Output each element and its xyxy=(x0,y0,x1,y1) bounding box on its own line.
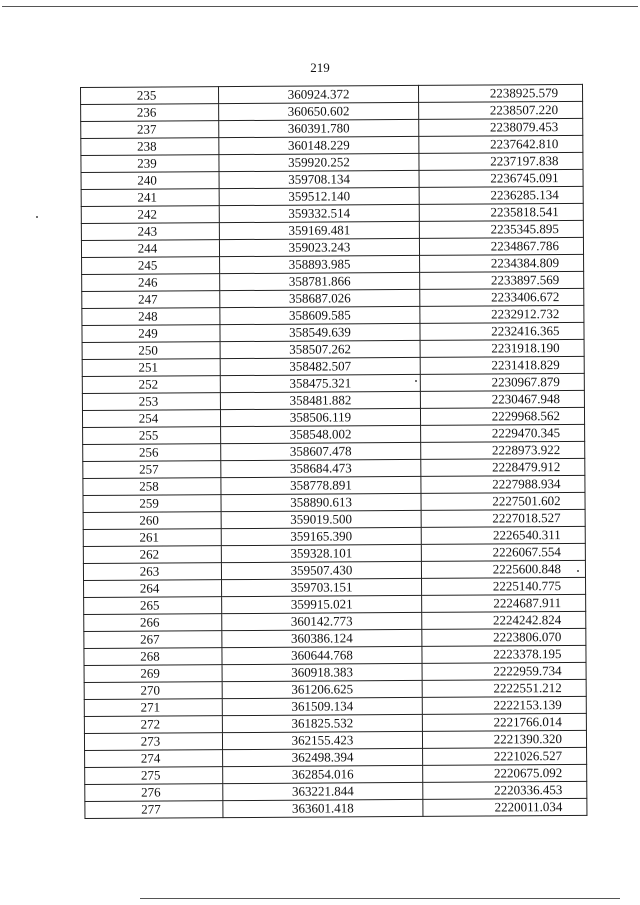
point-number-cell: 276 xyxy=(85,784,223,802)
point-number-cell: 258 xyxy=(83,478,221,496)
point-number-cell: 245 xyxy=(82,257,220,275)
x-coordinate-cell: 362155.423 xyxy=(222,731,422,749)
point-number-cell: 248 xyxy=(82,308,220,326)
point-number-cell: 269 xyxy=(84,665,222,683)
point-number-cell: 243 xyxy=(81,223,219,241)
point-number-cell: 244 xyxy=(81,240,219,258)
x-coordinate-cell: 361206.625 xyxy=(222,680,422,698)
y-coordinate-cell: 2225600.848 xyxy=(421,560,585,578)
point-number-cell: 267 xyxy=(84,631,222,649)
x-coordinate-cell: 360386.124 xyxy=(222,629,422,647)
y-coordinate-cell: 2223806.070 xyxy=(422,628,586,646)
x-coordinate-cell: 359507.430 xyxy=(221,561,421,579)
point-number-cell: 262 xyxy=(83,546,221,564)
y-coordinate-cell: 2233897.569 xyxy=(420,271,584,289)
x-coordinate-cell: 359169.481 xyxy=(219,221,419,239)
y-coordinate-cell: 2238925.579 xyxy=(418,84,582,102)
x-coordinate-cell: 359328.101 xyxy=(221,544,421,562)
y-coordinate-cell: 2227018.527 xyxy=(421,509,585,527)
x-coordinate-cell: 358778.891 xyxy=(221,476,421,494)
point-number-cell: 254 xyxy=(82,410,220,428)
y-coordinate-cell: 2237642.810 xyxy=(419,135,583,153)
scan-speck xyxy=(415,380,417,382)
y-coordinate-cell: 2220011.034 xyxy=(423,798,587,816)
scan-speck xyxy=(36,216,38,218)
x-coordinate-cell: 360148.229 xyxy=(219,136,419,154)
x-coordinate-cell: 358609.585 xyxy=(220,306,420,324)
x-coordinate-cell: 358893.985 xyxy=(220,255,420,273)
point-number-cell: 272 xyxy=(84,716,222,734)
scan-edge-line xyxy=(140,898,620,899)
y-coordinate-cell: 2234384.809 xyxy=(420,254,584,272)
y-coordinate-cell: 2227988.934 xyxy=(421,475,585,493)
x-coordinate-cell: 358781.866 xyxy=(220,272,420,290)
point-number-cell: 235 xyxy=(81,87,219,105)
page-number: 219 xyxy=(310,60,330,75)
y-coordinate-cell: 2234867.786 xyxy=(419,237,583,255)
point-number-cell: 261 xyxy=(83,529,221,547)
y-coordinate-cell: 2230967.879 xyxy=(420,373,584,391)
y-coordinate-cell: 2236285.134 xyxy=(419,186,583,204)
x-coordinate-cell: 360644.768 xyxy=(222,646,422,664)
y-coordinate-cell: 2221766.014 xyxy=(422,713,586,731)
point-number-cell: 239 xyxy=(81,155,219,173)
y-coordinate-cell: 2230467.948 xyxy=(420,390,584,408)
x-coordinate-cell: 362854.016 xyxy=(223,765,423,783)
y-coordinate-cell: 2238079.453 xyxy=(419,118,583,136)
y-coordinate-cell: 2226067.554 xyxy=(421,543,585,561)
x-coordinate-cell: 358482.507 xyxy=(220,357,420,375)
x-coordinate-cell: 359703.151 xyxy=(222,578,422,596)
y-coordinate-cell: 2225140.775 xyxy=(422,577,586,595)
x-coordinate-cell: 363601.418 xyxy=(223,799,423,817)
point-number-cell: 246 xyxy=(82,274,220,292)
point-number-cell: 263 xyxy=(83,563,221,581)
point-number-cell: 252 xyxy=(82,376,220,394)
x-coordinate-cell: 359920.252 xyxy=(219,153,419,171)
point-number-cell: 241 xyxy=(81,189,219,207)
x-coordinate-cell: 358549.639 xyxy=(220,323,420,341)
scan-speck xyxy=(577,570,579,572)
point-number-cell: 259 xyxy=(83,495,221,513)
x-coordinate-cell: 359023.243 xyxy=(219,238,419,256)
point-number-cell: 273 xyxy=(84,733,222,751)
point-number-cell: 251 xyxy=(82,359,220,377)
x-coordinate-cell: 358687.026 xyxy=(220,289,420,307)
y-coordinate-cell: 2231918.190 xyxy=(420,339,584,357)
x-coordinate-cell: 362498.394 xyxy=(223,748,423,766)
point-number-cell: 274 xyxy=(85,750,223,768)
point-number-cell: 238 xyxy=(81,138,219,156)
x-coordinate-cell: 358481.882 xyxy=(220,391,420,409)
coordinate-table xyxy=(80,84,587,819)
x-coordinate-cell: 359019.500 xyxy=(221,510,421,528)
x-coordinate-cell: 360391.780 xyxy=(219,119,419,137)
point-number-cell: 247 xyxy=(82,291,220,309)
scan-edge-line xyxy=(2,6,638,7)
x-coordinate-cell: 360142.773 xyxy=(222,612,422,630)
x-coordinate-cell: 358507.262 xyxy=(220,340,420,358)
point-number-cell: 253 xyxy=(82,393,220,411)
y-coordinate-cell: 2226540.311 xyxy=(421,526,585,544)
y-coordinate-cell: 2229968.562 xyxy=(420,407,584,425)
x-coordinate-cell: 358684.473 xyxy=(221,459,421,477)
y-coordinate-cell: 2222153.139 xyxy=(422,696,586,714)
point-number-cell: 268 xyxy=(84,648,222,666)
y-coordinate-cell: 2237197.838 xyxy=(419,152,583,170)
x-coordinate-cell: 358890.613 xyxy=(221,493,421,511)
y-coordinate-cell: 2228973.922 xyxy=(421,441,585,459)
point-number-cell: 260 xyxy=(83,512,221,530)
point-number-cell: 237 xyxy=(81,121,219,139)
x-coordinate-cell: 361509.134 xyxy=(222,697,422,715)
point-number-cell: 264 xyxy=(84,580,222,598)
x-coordinate-cell: 360650.602 xyxy=(219,102,419,120)
y-coordinate-cell: 2232416.365 xyxy=(420,322,584,340)
x-coordinate-cell: 359708.134 xyxy=(219,170,419,188)
x-coordinate-cell: 359165.390 xyxy=(221,527,421,545)
y-coordinate-cell: 2236745.091 xyxy=(419,169,583,187)
x-coordinate-cell: 359332.514 xyxy=(219,204,419,222)
x-coordinate-cell: 360918.383 xyxy=(222,663,422,681)
y-coordinate-cell: 2220675.092 xyxy=(423,764,587,782)
point-number-cell: 265 xyxy=(84,597,222,615)
point-number-cell: 255 xyxy=(83,427,221,445)
point-number-cell: 242 xyxy=(81,206,219,224)
y-coordinate-cell: 2222959.734 xyxy=(422,662,586,680)
y-coordinate-cell: 2223378.195 xyxy=(422,645,586,663)
y-coordinate-cell: 2229470.345 xyxy=(421,424,585,442)
y-coordinate-cell: 2221026.527 xyxy=(423,747,587,765)
point-number-cell: 250 xyxy=(82,342,220,360)
y-coordinate-cell: 2228479.912 xyxy=(421,458,585,476)
y-coordinate-cell: 2227501.602 xyxy=(421,492,585,510)
point-number-cell: 277 xyxy=(85,801,223,819)
point-number-cell: 275 xyxy=(85,767,223,785)
x-coordinate-cell: 358548.002 xyxy=(221,425,421,443)
point-number-cell: 249 xyxy=(82,325,220,343)
x-coordinate-cell: 361825.532 xyxy=(222,714,422,732)
point-number-cell: 236 xyxy=(81,104,219,122)
x-coordinate-cell: 358475.321 xyxy=(220,374,420,392)
y-coordinate-cell: 2231418.829 xyxy=(420,356,584,374)
y-coordinate-cell: 2235345.895 xyxy=(419,220,583,238)
point-number-cell: 270 xyxy=(84,682,222,700)
y-coordinate-cell: 2224242.824 xyxy=(422,611,586,629)
coordinate-table-body xyxy=(81,84,587,818)
x-coordinate-cell: 359512.140 xyxy=(219,187,419,205)
table-row xyxy=(85,798,587,818)
x-coordinate-cell: 363221.844 xyxy=(223,782,423,800)
y-coordinate-cell: 2233406.672 xyxy=(420,288,584,306)
point-number-cell: 256 xyxy=(83,444,221,462)
y-coordinate-cell: 2235818.541 xyxy=(419,203,583,221)
y-coordinate-cell: 2232912.732 xyxy=(420,305,584,323)
point-number-cell: 240 xyxy=(81,172,219,190)
point-number-cell: 271 xyxy=(84,699,222,717)
x-coordinate-cell: 360924.372 xyxy=(219,85,419,103)
y-coordinate-cell: 2221390.320 xyxy=(422,730,586,748)
point-number-cell: 266 xyxy=(84,614,222,632)
x-coordinate-cell: 358506.119 xyxy=(220,408,420,426)
y-coordinate-cell: 2220336.453 xyxy=(423,781,587,799)
x-coordinate-cell: 359915.021 xyxy=(222,595,422,613)
y-coordinate-cell: 2224687.911 xyxy=(422,594,586,612)
y-coordinate-cell: 2222551.212 xyxy=(422,679,586,697)
point-number-cell: 257 xyxy=(83,461,221,479)
x-coordinate-cell: 358607.478 xyxy=(221,442,421,460)
y-coordinate-cell: 2238507.220 xyxy=(419,101,583,119)
coordinate-table-wrapper xyxy=(80,84,587,819)
